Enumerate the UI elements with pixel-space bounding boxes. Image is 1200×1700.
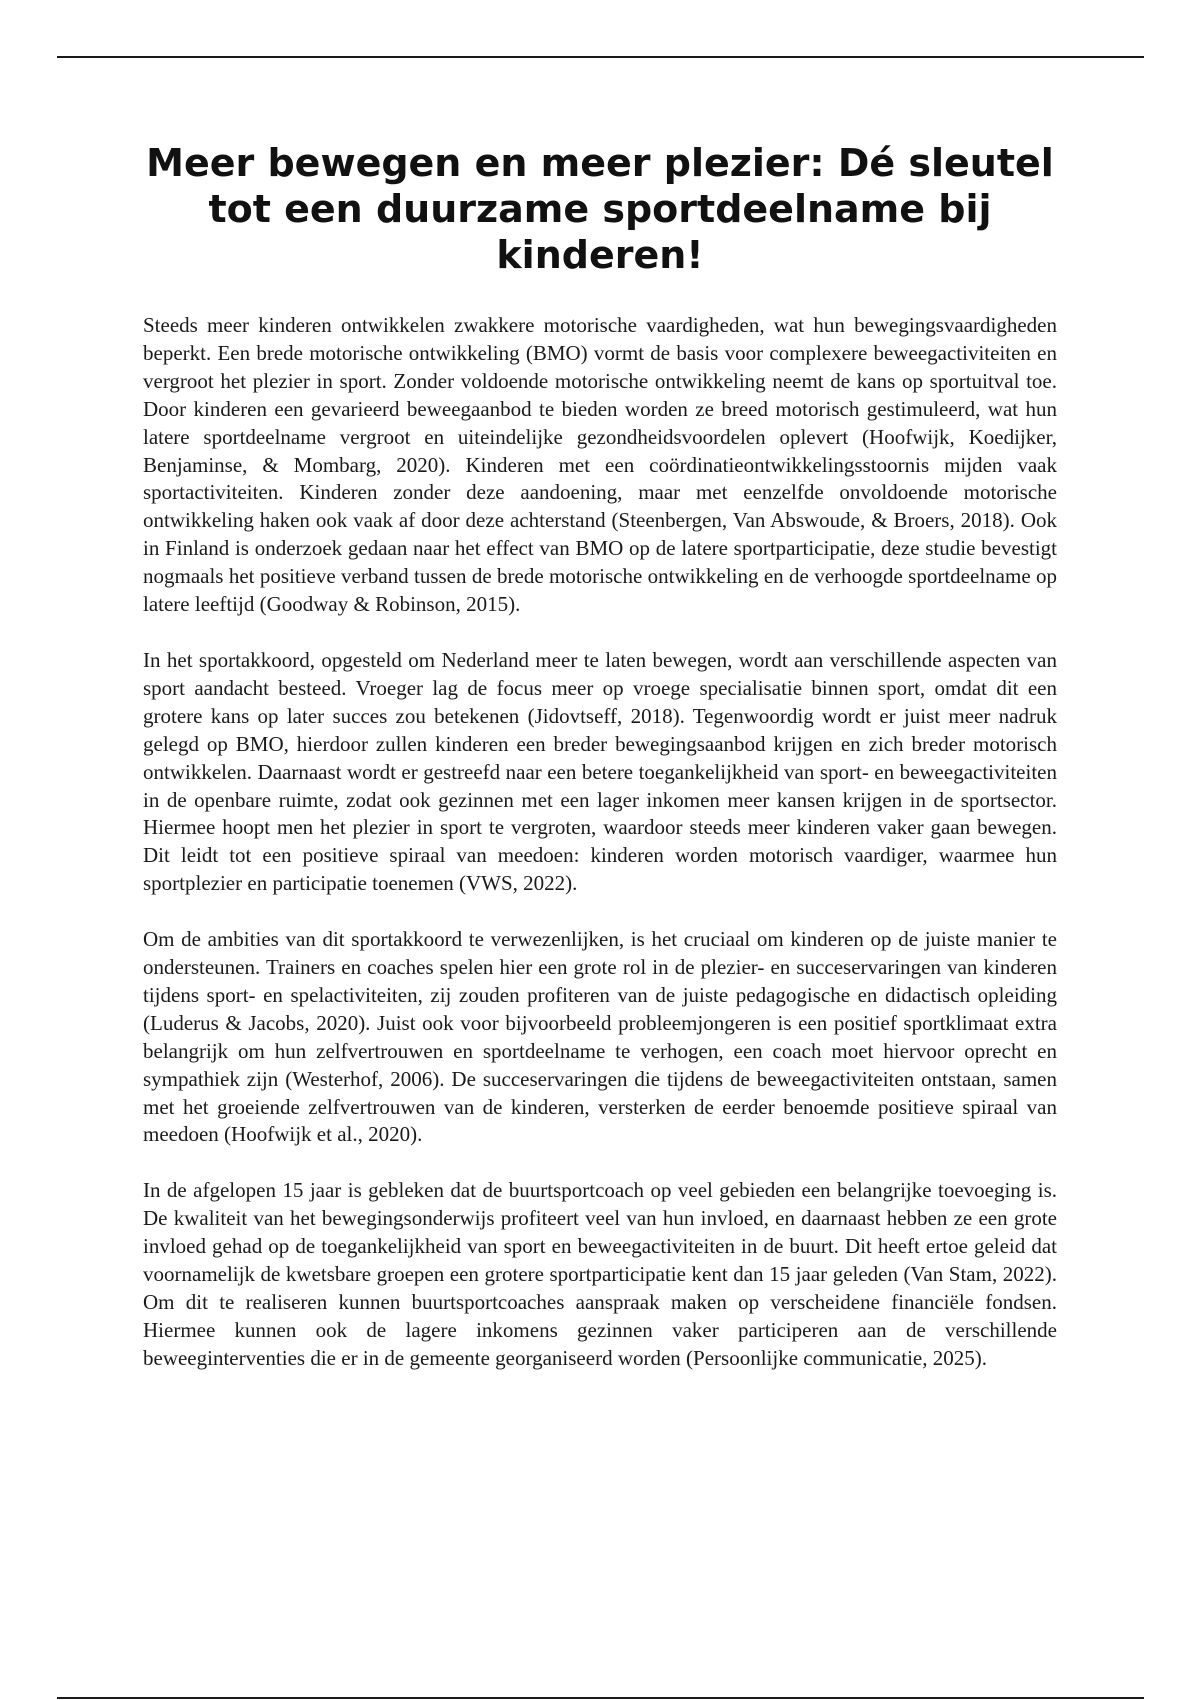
top-rule: [57, 56, 1144, 58]
paragraph-3: Om de ambities van dit sportakkoord te verwezenlijken, is het cruciaal om kinderen op de juiste manier te ondersteunen. Trainers en coaches spelen hier een grote rol in de plezier- en succeservaringen van kinderen tijdens sport- en spelactiviteiten, zij zouden profiteren van de juiste pedagogische en didactisch opleiding (Luderus & Jacobs, 2020). Juist ook voor bijvoorbeeld probleemjongeren is een positief sportklimaat extra belangrijk om hun zelfvertrouwen en sportdeelname te verhogen, een coach moet hiervoor oprecht en sympathiek zijn (Westerhof, 2006). De succeservaringen die tijdens de beweegactiviteiten ontstaan, samen met het groeiende zelfvertrouwen van de kinderen, versterken de eerder benoemde positieve spiraal van meedoen (Hoofwijk et al., 2020).: [143, 927, 1057, 1147]
document-title: Meer bewegen en meer plezier: Dé sleutel tot een duurzame sportdeelname bij kinderen!: [146, 141, 1054, 277]
paragraph-4: In de afgelopen 15 jaar is gebleken dat de buurtsportcoach op veel gebieden een belangrijke toevoeging is. De kwaliteit van het bewegingsonderwijs profiteert veel van hun invloed, en daarnaast hebben ze een grote invloed gehad op de toegankelijkheid van sport en beweegactiviteiten in de buurt. Dit heeft ertoe geleid dat voornamelijk de kwetsbare groepen een grotere sportparticipatie kent dan 15 jaar geleden (Van Stam, 2022). Om dit te realiseren kunnen buurtsportcoaches aanspraak maken op verscheidene financiële fondsen. Hiermee kunnen ook de lagere inkomens gezinnen vaker participeren aan de verschillende beweeginterventies die er in de gemeente georganiseerd worden (Persoonlijke communicatie, 2025).: [143, 1178, 1057, 1370]
bottom-rule: [57, 1697, 1144, 1699]
document-body: [143, 312, 1057, 1401]
paragraph-1: Steeds meer kinderen ontwikkelen zwakkere motorische vaardigheden, wat hun bewegingsvaardigheden beperkt. Een brede motorische ontwikkeling (BMO) vormt de basis voor complexere beweegactiviteiten en vergroot het plezier in sport. Zonder voldoende motorische ontwikkeling neemt de kans op sportuitval toe. Door kinderen een gevarieerd beweegaanbod te bieden worden ze breed motorisch gestimuleerd, wat hun latere sportdeelname vergroot en uiteindelijke gezondheidsvoordelen oplevert (Hoofwijk, Koedijker, Benjaminse, & Mombarg, 2020). Kinderen met een coördinatieontwikkelingsstoornis mijden vaak sportactiviteiten. Kinderen zonder deze aandoening, maar met eenzelfde onvoldoende motorische ontwikkeling haken ook vaak af door deze achterstand (Steenbergen, Van Abswoude, & Broers, 2018). Ook in Finland is onderzoek gedaan naar het effect van BMO op de latere sportparticipatie, deze studie bevestigt nogmaals het positieve verband tussen de brede motorische ontwikkeling en de verhoogde sportdeelname op latere leeftijd (Goodway & Robinson, 2015).: [143, 313, 1057, 617]
paragraph-2: In het sportakkoord, opgesteld om Nederland meer te laten bewegen, wordt aan verschillende aspecten van sport aandacht besteed. Vroeger lag de focus meer op vroege specialisatie binnen sport, omdat dit een grotere kans op later succes zou betekenen (Jidovtseff, 2018). Tegenwoordig wordt er juist meer nadruk gelegd op BMO, hierdoor zullen kinderen een breder bewegingsaanbod krijgen en zich breder motorisch ontwikkelen. Daarnaast wordt er gestreefd naar een betere toegankelijkheid van sport- en beweegactiviteiten in de openbare ruimte, zodat ook gezinnen met een lager inkomen meer kansen krijgen in de sportsector. Hiermee hoopt men het plezier in sport te vergroten, waardoor steeds meer kinderen vaker gaan bewegen. Dit leidt tot een positieve spiraal van meedoen: kinderen worden motorisch vaardiger, waarmee hun sportplezier en participatie toenemen (VWS, 2022).: [143, 647, 1057, 896]
